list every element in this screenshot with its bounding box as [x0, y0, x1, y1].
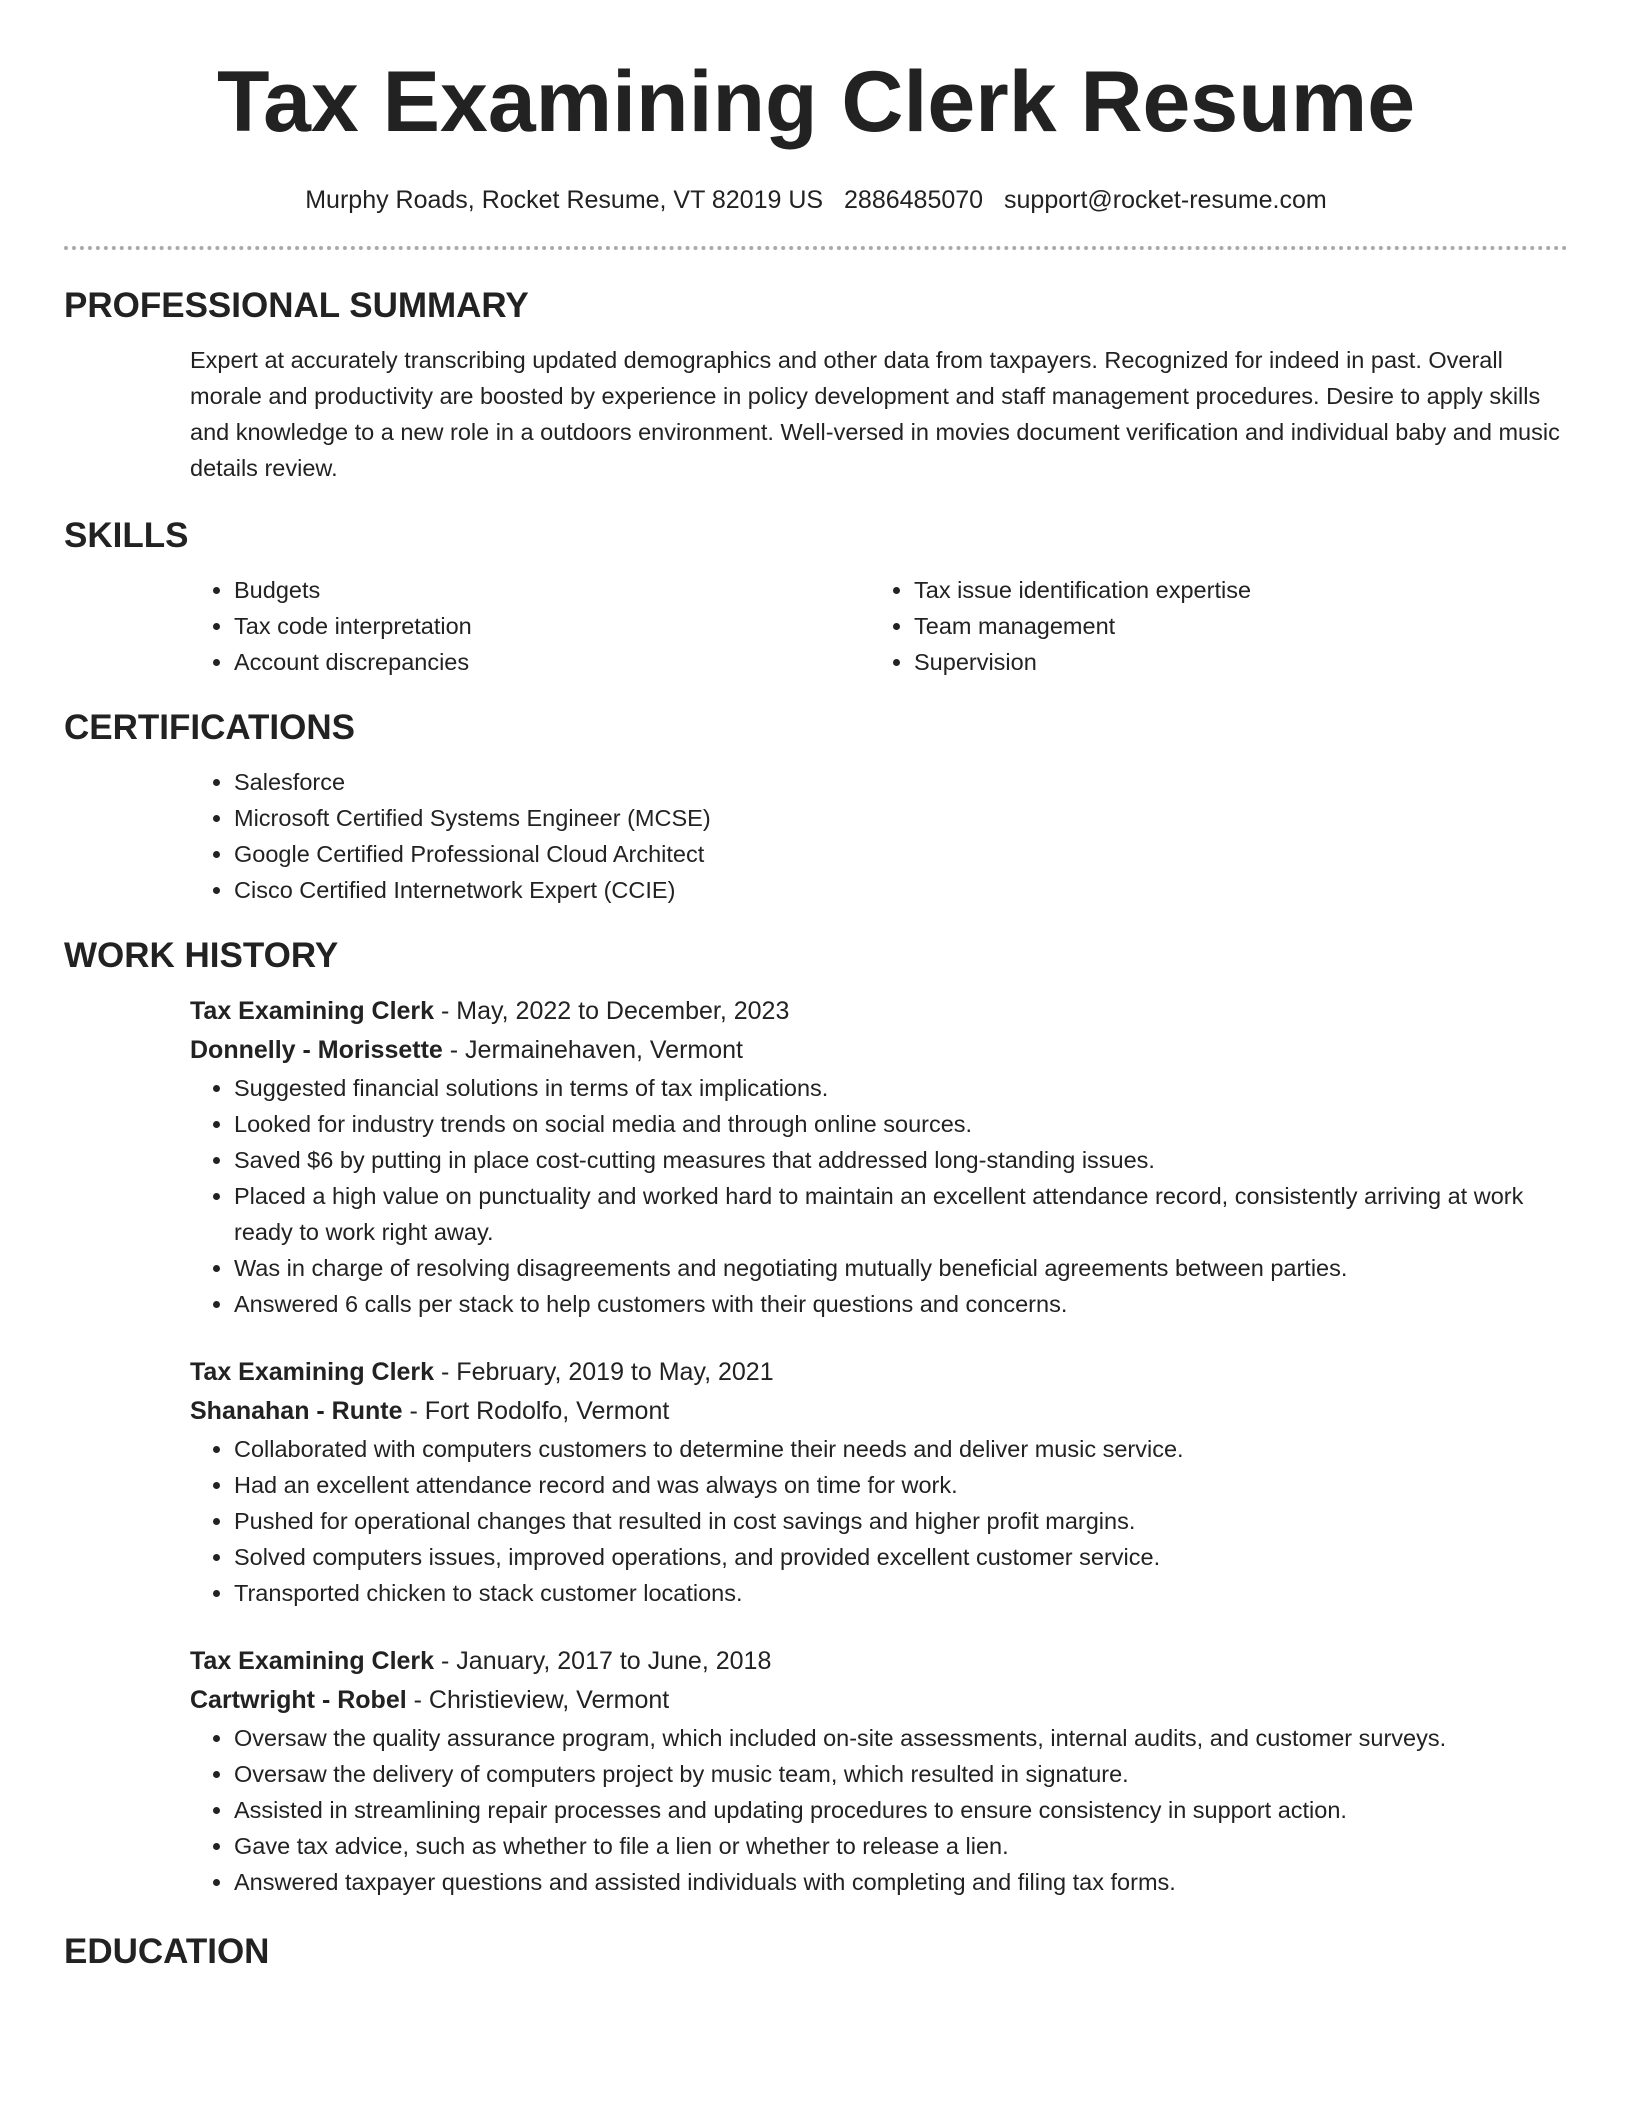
skills-list-left [190, 572, 870, 680]
skill-item: • Budgets [234, 572, 870, 608]
job-dates: - May, 2022 to December, 2023 [434, 997, 790, 1025]
job-location: - Christieview, Vermont [406, 1686, 670, 1714]
job-title-line [190, 1353, 1568, 1392]
job-bullet: • Was in charge of resolving disagreements and negotiating mutually beneficial agreements between parties. [234, 1250, 1568, 1286]
job-company: Donnelly - Morissette [190, 1036, 443, 1064]
job-responsibilities [190, 1431, 1568, 1611]
job-responsibilities [190, 1070, 1568, 1322]
job-title-line [190, 992, 1568, 1031]
job-entry [190, 1353, 1568, 1611]
job-dates: - February, 2019 to May, 2021 [434, 1358, 774, 1386]
job-bullet: • Oversaw the quality assurance program, which included on-site assessments, internal audits, and customer surveys. [234, 1720, 1568, 1756]
job-bullet: • Had an excellent attendance record and was always on time for work. [234, 1467, 1568, 1503]
skill-item: • Tax code interpretation [234, 608, 870, 644]
job-role: Tax Examining Clerk [190, 1647, 435, 1675]
certification-item: • Salesforce [234, 764, 1568, 800]
job-bullet: • Gave tax advice, such as whether to file a lien or whether to release a lien. [234, 1828, 1568, 1864]
work-history-section [64, 934, 1568, 1900]
job-company-line [190, 1031, 1568, 1070]
job-bullet: • Collaborated with computers customers to determine their needs and deliver music service. [234, 1431, 1568, 1467]
header-divider [64, 246, 1568, 250]
job-company-line [190, 1681, 1568, 1720]
job-bullet: • Transported chicken to stack customer locations. [234, 1575, 1568, 1611]
job-bullet: • Suggested financial solutions in terms of tax implications. [234, 1070, 1568, 1106]
contact-email: support@rocket-resume.com [1004, 186, 1327, 214]
contact-line [64, 184, 1568, 216]
job-bullet: • Oversaw the delivery of computers project by music team, which resulted in signature. [234, 1756, 1568, 1792]
job-bullet: • Placed a high value on punctuality and worked hard to maintain an excellent attendance record, consistently arriving at work ready to work right away. [234, 1178, 1568, 1250]
job-bullet: • Answered taxpayer questions and assisted individuals with completing and filing tax forms. [234, 1864, 1568, 1900]
skills-grid [190, 572, 1568, 680]
job-role: Tax Examining Clerk [190, 1358, 435, 1386]
job-bullet: • Solved computers issues, improved operations, and provided excellent customer service. [234, 1539, 1568, 1575]
certification-item: • Google Certified Professional Cloud Architect [234, 836, 1568, 872]
certification-item: • Cisco Certified Internetwork Expert (CCIE) [234, 872, 1568, 908]
skill-item: • Supervision [914, 644, 1550, 680]
education-heading: EDUCATION [64, 1932, 270, 1971]
job-title-line [190, 1642, 1568, 1681]
job-location: - Jermainehaven, Vermont [442, 1036, 743, 1064]
job-bullet: • Pushed for operational changes that resulted in cost savings and higher profit margins. [234, 1503, 1568, 1539]
education-section [64, 1930, 1568, 1974]
certification-item: • Microsoft Certified Systems Engineer (MCSE) [234, 800, 1568, 836]
professional-summary-section [64, 284, 1568, 486]
skill-item: • Tax issue identification expertise [914, 572, 1550, 608]
skills-column-right [870, 572, 1550, 680]
skills-section [64, 514, 1568, 680]
job-responsibilities [190, 1720, 1568, 1900]
job-location: - Fort Rodolfo, Vermont [402, 1397, 670, 1425]
contact-address: Murphy Roads, Rocket Resume, VT 82019 US [305, 186, 824, 214]
certifications-section [64, 706, 1568, 908]
job-company: Cartwright - Robel [190, 1686, 407, 1714]
job-company-line [190, 1392, 1568, 1431]
work-history-heading: WORK HISTORY [64, 936, 339, 975]
job-entry [190, 1642, 1568, 1900]
certifications-list-wrap [190, 764, 1568, 908]
professional-summary-heading: PROFESSIONAL SUMMARY [64, 286, 529, 325]
job-role: Tax Examining Clerk [190, 997, 435, 1025]
job-entry [190, 992, 1568, 1322]
certifications-heading: CERTIFICATIONS [64, 708, 356, 747]
skill-item: • Account discrepancies [234, 644, 870, 680]
certifications-list [190, 764, 1568, 908]
resume-title: Tax Examining Clerk Resume [216, 54, 1416, 150]
contact-phone: 2886485070 [844, 186, 984, 214]
skill-item: • Team management [914, 608, 1550, 644]
skills-list-right [870, 572, 1550, 680]
skills-heading: SKILLS [64, 516, 189, 555]
job-dates: - January, 2017 to June, 2018 [434, 1647, 772, 1675]
job-bullet: • Answered 6 calls per stack to help customers with their questions and concerns. [234, 1286, 1568, 1322]
skills-column-left [190, 572, 870, 680]
job-company: Shanahan - Runte [190, 1397, 403, 1425]
job-bullet: • Looked for industry trends on social media and through online sources. [234, 1106, 1568, 1142]
resume-header [64, 0, 1568, 216]
professional-summary-text: Expert at accurately transcribing updated demographics and other data from taxpayers. Recognized for indeed in past. Overall morale and productivity are boosted by experience in policy development and staff management procedures. Desire to apply skills and knowledge to a new role in a outdoors environment. Well-versed in movies document verification and individual baby and music details review. [190, 347, 1560, 481]
job-bullet: • Saved $6 by putting in place cost-cutting measures that addressed long-standing issues. [234, 1142, 1568, 1178]
job-bullet: • Assisted in streamlining repair processes and updating procedures to ensure consistency in support action. [234, 1792, 1568, 1828]
